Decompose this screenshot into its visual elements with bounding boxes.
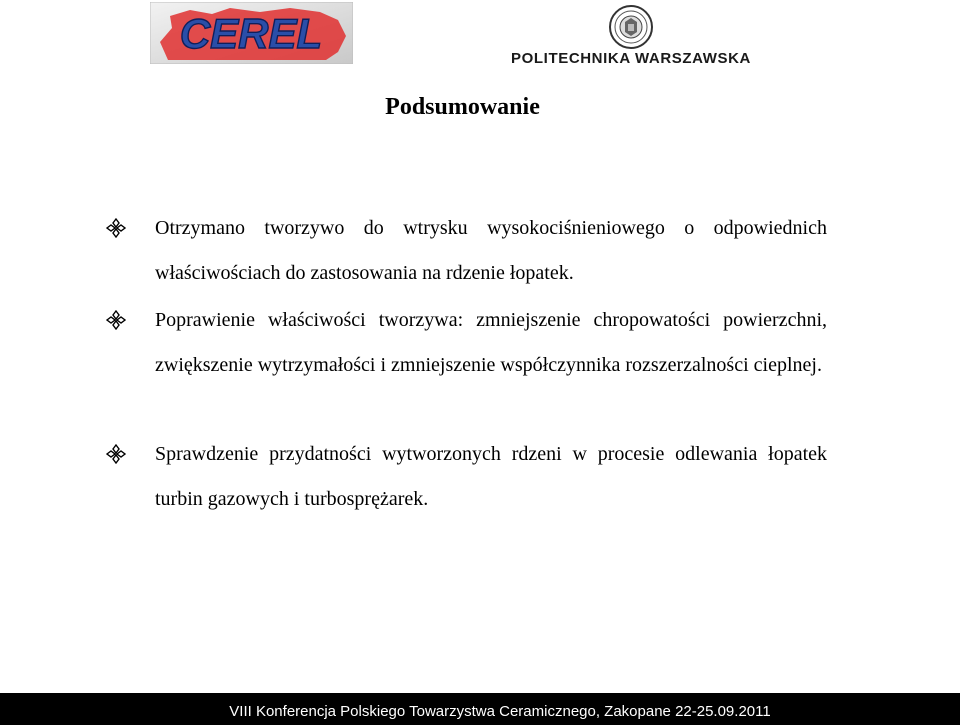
diamond-bullet-icon bbox=[106, 444, 126, 464]
cerel-logo-text: CEREL bbox=[179, 10, 323, 57]
university-name: POLITECHNIKA WARSZAWSKA bbox=[511, 50, 751, 67]
diamond-bullet-icon bbox=[106, 310, 126, 330]
bullet-text: Sprawdzenie przydatności wytworzonych rdzeni w procesie odlewania łopatek turbin gazowych i turbosprężarek. bbox=[155, 443, 827, 510]
page-title: Podsumowanie bbox=[385, 94, 540, 120]
bullet-text: Otrzymano tworzywo do wtrysku wysokociśnieniowego o odpowiednich właściwościach do zastosowania na rdzenie łopatek. bbox=[155, 217, 827, 284]
footer: VIII Konferencja Polskiego Towarzystwa Ceramicznego, Zakopane 22-25.09.2011 bbox=[0, 697, 960, 725]
bullet-text: Poprawienie właściwości tworzywa: zmniejszenie chropowatości powierzchni, zwiększenie wytrzymałości i zmniejszenie współczynnika rozszerzalności cieplnej. bbox=[155, 309, 827, 376]
diamond-bullet-icon bbox=[106, 218, 126, 238]
